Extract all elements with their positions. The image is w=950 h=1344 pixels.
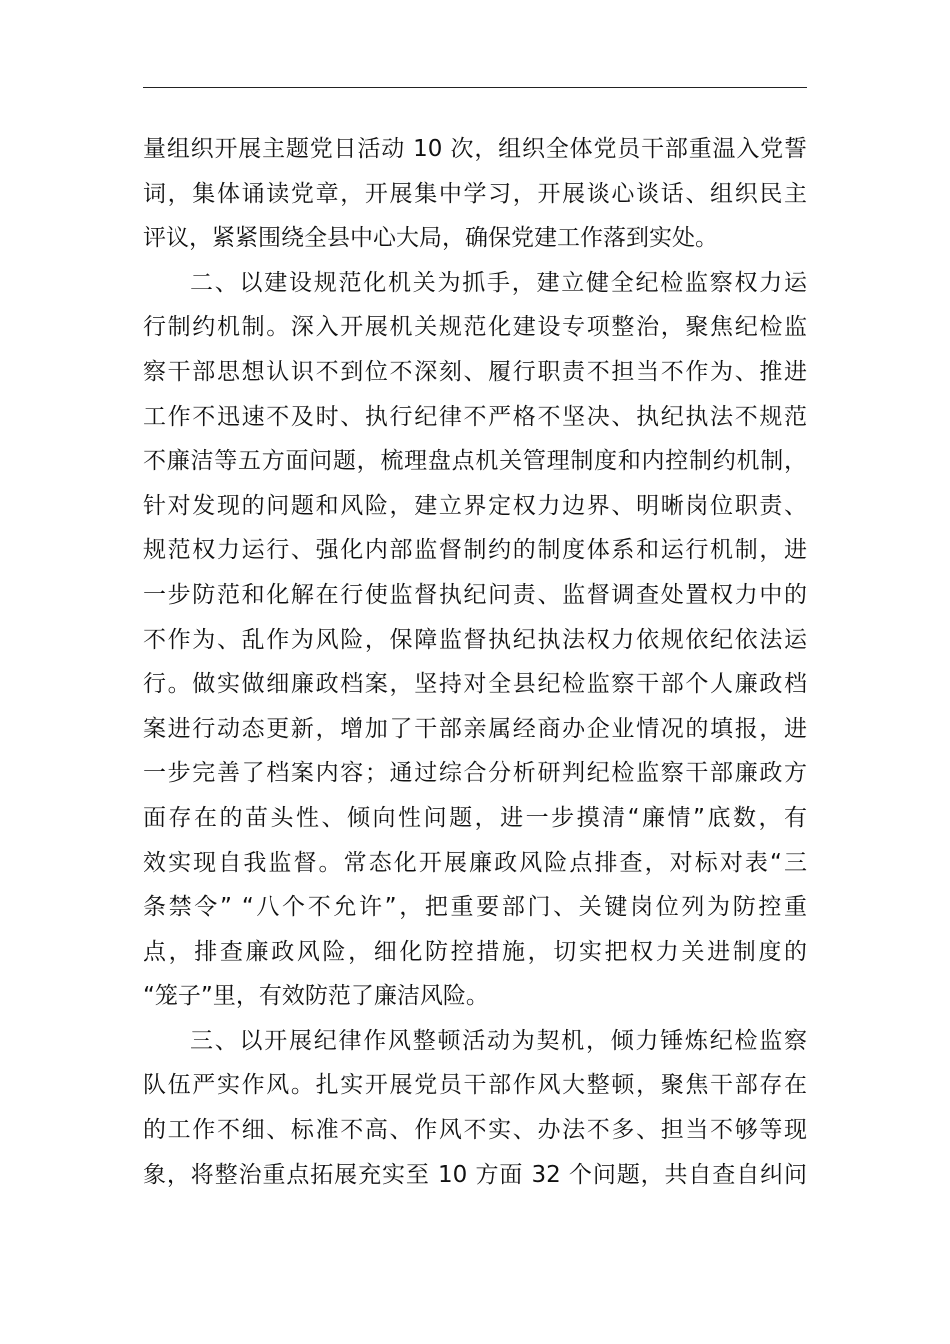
text-line: 案进行动态更新，增加了干部亲属经商办企业情况的填报，进: [143, 715, 807, 742]
text-line: 的工作不细、标准不高、作风不实、办法不多、担当不够等现: [143, 1117, 807, 1144]
text-line: 点，排查廉政风险，细化防控措施，切实把权力关进制度的: [143, 938, 807, 965]
header-rule: [143, 87, 807, 88]
text-line: 二、以建设规范化机关为抓手，建立健全纪检监察权力运: [190, 269, 807, 296]
text-line: 一步防范和化解在行使监督执纪问责、监督调查处置权力中的: [143, 581, 807, 608]
text-line: 针对发现的问题和风险，建立界定权力边界、明晰岗位职责、: [143, 492, 807, 519]
text-line: 规范权力运行、强化内部监督制约的制度体系和运行机制，进: [143, 537, 807, 564]
text-line: 量组织开展主题党日活动 10 次，组织全体党员干部重温入党誓: [143, 136, 807, 162]
text-line: 词，集体诵读党章，开展集中学习，开展谈心谈话、组织民主: [143, 180, 807, 207]
text-line: 不廉洁等五方面问题，梳理盘点机关管理制度和内控制约机制，: [143, 448, 807, 475]
text-line: 评议，紧紧围绕全县中心大局，确保党建工作落到实处。: [143, 225, 718, 252]
body-text: [143, 127, 807, 1197]
text-line: 面存在的苗头性、倾向性问题，进一步摸清“廉情”底数，有: [143, 804, 807, 831]
text-line: 象，将整治重点拓展充实至 10 方面 32 个问题，共自查自纠问: [143, 1161, 807, 1188]
text-line: 队伍严实作风。扎实开展党员干部作风大整顿，聚焦干部存在: [143, 1072, 807, 1099]
text-line: 三、以开展纪律作风整顿活动为契机，倾力锤炼纪检监察: [190, 1027, 807, 1054]
text-line: 行制约机制。深入开展机关规范化建设专项整治，聚焦纪检监: [143, 314, 807, 341]
text-line: 工作不迅速不及时、执行纪律不严格不坚决、执纪执法不规范: [143, 403, 807, 430]
text-line: 行。做实做细廉政档案，坚持对全县纪检监察干部个人廉政档: [143, 671, 807, 698]
text-line: 一步完善了档案内容；通过综合分析研判纪检监察干部廉政方: [143, 760, 807, 787]
text-line: “笼子”里，有效防范了廉洁风险。: [143, 983, 489, 1010]
text-line: 察干部思想认识不到位不深刻、履行职责不担当不作为、推进: [143, 358, 807, 385]
text-line: 效实现自我监督。常态化开展廉政风险点排查，对标对表“三: [143, 849, 807, 876]
text-line: 不作为、乱作为风险，保障监督执纪执法权力依规依纪依法运: [143, 626, 807, 653]
text-line: 条禁令” “八个不允许”，把重要部门、关键岗位列为防控重: [143, 894, 807, 921]
